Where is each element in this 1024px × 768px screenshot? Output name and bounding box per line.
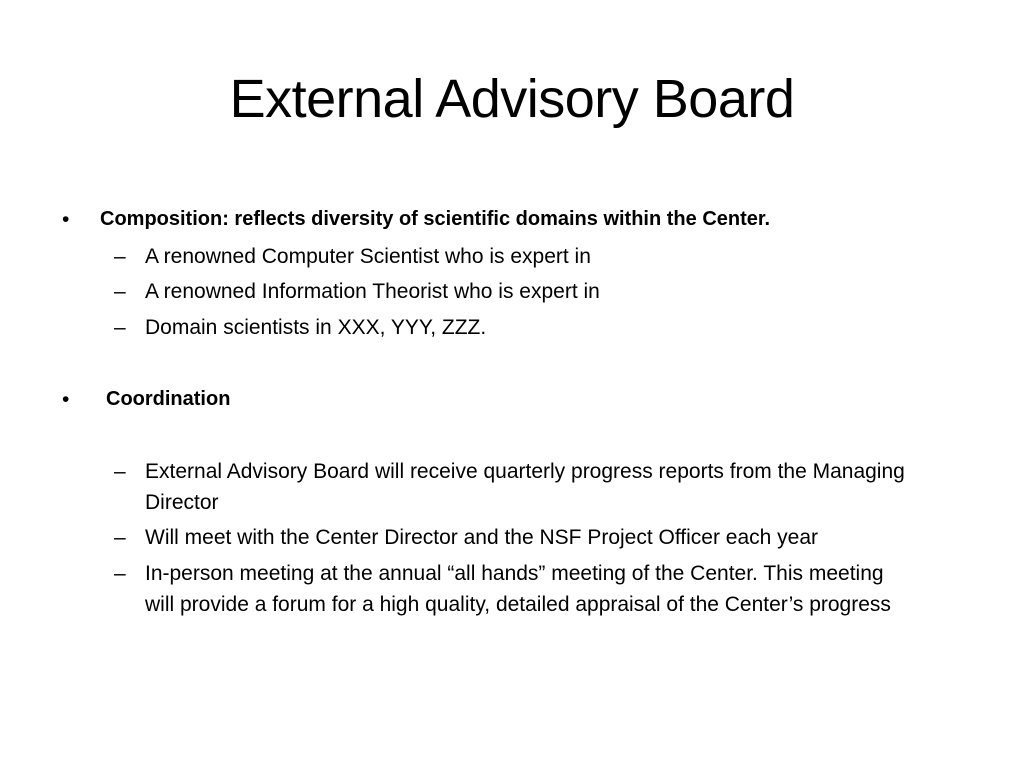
sub-item xyxy=(0,558,1024,651)
sub-item xyxy=(0,241,1024,272)
sub-item-text: A renowned Computer Scientist who is expert in xyxy=(145,245,591,268)
bullet-text: Composition: reflects diversity of scientific domains within the Center. xyxy=(100,208,771,230)
sub-item-text: External Advisory Board will receive quarterly progress reports from the Managing Director xyxy=(145,460,905,514)
dash-marker: – xyxy=(114,562,126,585)
dash-marker: – xyxy=(114,280,126,303)
dash-marker: – xyxy=(114,460,126,483)
slide-title: External Advisory Board xyxy=(229,69,795,129)
sub-item xyxy=(0,312,1024,343)
bullet-marker: • xyxy=(62,208,70,231)
bullet-marker: • xyxy=(62,388,70,411)
bullet-composition xyxy=(0,204,1024,235)
sub-item xyxy=(0,456,1024,518)
dash-marker: – xyxy=(114,316,126,339)
dash-marker: – xyxy=(114,526,126,549)
sub-item-text: A renowned Information Theorist who is expert in xyxy=(145,280,600,303)
sub-item xyxy=(0,276,1024,307)
sub-item xyxy=(0,522,1024,553)
bullet-text: Coordination xyxy=(106,388,231,410)
dash-marker: – xyxy=(114,245,126,268)
sub-item-text: In-person meeting at the annual “all hands” meeting of the Center. This meeting will provide a forum for a high quality, detailed appraisal of the Center’s progress xyxy=(145,562,891,616)
sub-item-text: Will meet with the Center Director and the NSF Project Officer each year xyxy=(145,526,819,549)
sub-item-text: Domain scientists in XXX, YYY, ZZZ. xyxy=(145,316,487,339)
bullet-coordination xyxy=(0,384,1024,415)
